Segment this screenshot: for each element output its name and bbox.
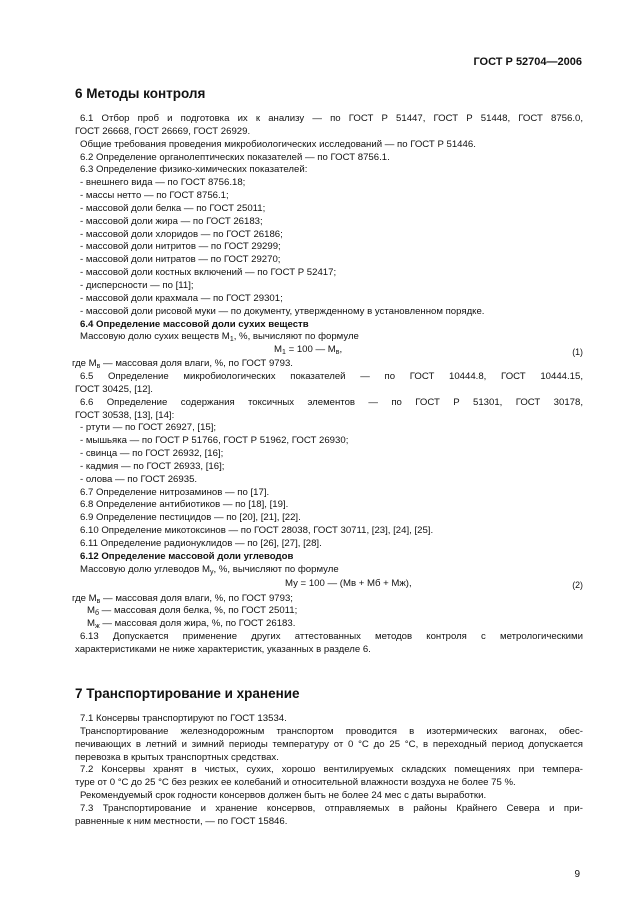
list-item: - кадмия — по ГОСТ 26933, [16]; [80, 460, 225, 472]
list-item: - внешнего вида — по ГОСТ 8756.18; [80, 177, 246, 189]
section-7-body [75, 713, 583, 829]
list-item: - массовой доли рисовой муки — по документу, утвержденному в установленном порядке. [80, 305, 485, 317]
para-7-2-cont: туре от 0 °С до 25 °С без резких ее колебаний и относительной влажности воздуха не более 75 %. [75, 777, 516, 789]
document-header: ГОСТ Р 52704—2006 [473, 56, 582, 68]
para-6-4-title: 6.4 Определение массовой доли сухих веществ [80, 318, 309, 330]
para-7-3-cont: равненные к ним местности, — по ГОСТ 15846. [75, 815, 288, 827]
para-6-4-text: Массовую долю сухих веществ $М_1$, %, вычисляют по формуле [80, 331, 359, 344]
para-6-11: 6.11 Определение радионуклидов — по [26], [27], [28]. [80, 538, 322, 549]
para-7-1-rail: Транспортирование железнодорожным транспортом проводится в изотермических вагонах, обес- [80, 725, 583, 737]
para-6-10: 6.10 Определение микотоксинов — по ГОСТ 28038, ГОСТ 30711, [23], [24], [25]. [80, 525, 434, 537]
para-6-6: 6.6 Определение содержания токсичных элементов — по ГОСТ Р 51301, ГОСТ 30178, [80, 396, 583, 408]
list-item: - массовой доли белка — по ГОСТ 25011; [80, 202, 266, 214]
list-item: - массовой доли хлоридов — по ГОСТ 26186; [80, 228, 283, 240]
list-item: - массовой доли нитритов — по ГОСТ 29299; [80, 241, 281, 253]
list-item: - массы нетто — по ГОСТ 8756.1; [80, 190, 229, 202]
section-7-title: 7 Транспортирование и хранение [75, 686, 300, 701]
list-6-3 [75, 177, 583, 318]
formula-2 [75, 577, 583, 593]
para-6-12-text: Массовую долю углеводов $М_у$, %, вычисляют по формуле [80, 563, 339, 576]
para-7-2-shelf-life: Рекомендуемый срок годности консервов должен быть не более 24 мес с даты выработки. [80, 790, 487, 802]
para-6-1-cont: ГОСТ 26668, ГОСТ 26669, ГОСТ 26929. [75, 125, 251, 137]
para-6-13: 6.13 Допускается применение других аттестованных методов контроля с метрологическими [80, 631, 583, 643]
formula-2-number: (2) [572, 579, 583, 590]
page-number: 9 [574, 869, 580, 880]
para-6-5: 6.5 Определение микробиологических показателей — по ГОСТ 10444.8, ГОСТ 10444.15, [80, 371, 583, 383]
list-item: - массовой доли нитратов — по ГОСТ 29270; [80, 254, 281, 266]
list-item: - массовой доли костных включений — по ГОСТ Р 52417; [80, 267, 337, 279]
para-6-1: 6.1 Отбор проб и подготовка их к анализу — по ГОСТ Р 51447, ГОСТ Р 51448, ГОСТ 8756.0, [80, 113, 583, 124]
list-6-6 [75, 422, 583, 486]
section-6-title: 6 Методы контроля [75, 86, 206, 101]
para-6-13-cont: характеристиками не ниже характеристик, указанных в разделе 6. [75, 643, 371, 655]
para-7-1: 7.1 Консервы транспортируют по ГОСТ 13534. [80, 713, 287, 724]
para-6-6-cont: ГОСТ 30538, [13], [14]: [75, 409, 175, 421]
para-7-3: 7.3 Транспортирование и хранение консервов, отправляемых в районы Крайнего Севера и при- [80, 802, 583, 814]
para-6-7: 6.7 Определение нитрозаминов — по [17]. [80, 486, 270, 498]
legend-item: $М_б$ — массовая доля белка, %, по ГОСТ 25011; [87, 605, 298, 618]
list-item: - свинца — по ГОСТ 26932, [16]; [80, 448, 224, 460]
para-6-8: 6.8 Определение антибиотиков — по [18], [19]. [80, 499, 289, 511]
para-7-2: 7.2 Консервы хранят в чистых, сухих, хорошо вентилируемых складских помещениях при темпера- [80, 764, 583, 776]
list-item: - массовой доли крахмала — по ГОСТ 29301; [80, 292, 283, 304]
para-6-9: 6.9 Определение пестицидов — по [20], [21], [22]. [80, 512, 301, 524]
list-item: - мышьяка — по ГОСТ Р 51766, ГОСТ Р 51962, ГОСТ 26930; [80, 435, 349, 447]
formula-2-text: Му = 100 — (Мв + Мб + Мж), [285, 577, 412, 589]
list-item: - массовой доли жира — по ГОСТ 26183; [80, 215, 263, 227]
para-6-5-cont: ГОСТ 30425, [12]. [75, 383, 153, 395]
para-6-12-title: 6.12 Определение массовой доли углеводов [80, 550, 294, 562]
list-item: - дисперсности — по [11]; [80, 279, 194, 291]
section-6-body [72, 113, 583, 657]
formula-1: $М_1 = 100$ — $М_в$, (1) [274, 344, 583, 358]
formula-2-legend [72, 592, 583, 632]
para-6-2: 6.2 Определение органолептических показателей — по ГОСТ 8756.1. [80, 151, 390, 163]
para-6-3: 6.3 Определение физико-химических показателей: [80, 164, 308, 176]
list-item: - ртути — по ГОСТ 26927, [15]; [80, 422, 217, 434]
legend-item: где $М_в$ — массовая доля влаги, %, по ГОСТ 9793; [72, 592, 293, 605]
para-6-1-general: Общие требования проведения микробиологических исследований — по ГОСТ Р 51446. [80, 138, 476, 150]
para-6-4-where: где $М_в$ — массовая доля влаги, %, по ГОСТ 9793. [72, 358, 293, 371]
para-7-1-rail-cont: печивающих в летний и зимний периоды температуру от 0 °С до 25 °С, в переходный период допускается [75, 738, 583, 750]
para-7-1-rail-end: перевозка в крытых транспортных средствах. [75, 751, 279, 763]
list-item: - олова — по ГОСТ 26935. [80, 473, 198, 485]
formula-1-number: (1) [572, 347, 583, 358]
legend-item: $М_ж$ — массовая доля жира, %, по ГОСТ 26183. [87, 618, 296, 631]
